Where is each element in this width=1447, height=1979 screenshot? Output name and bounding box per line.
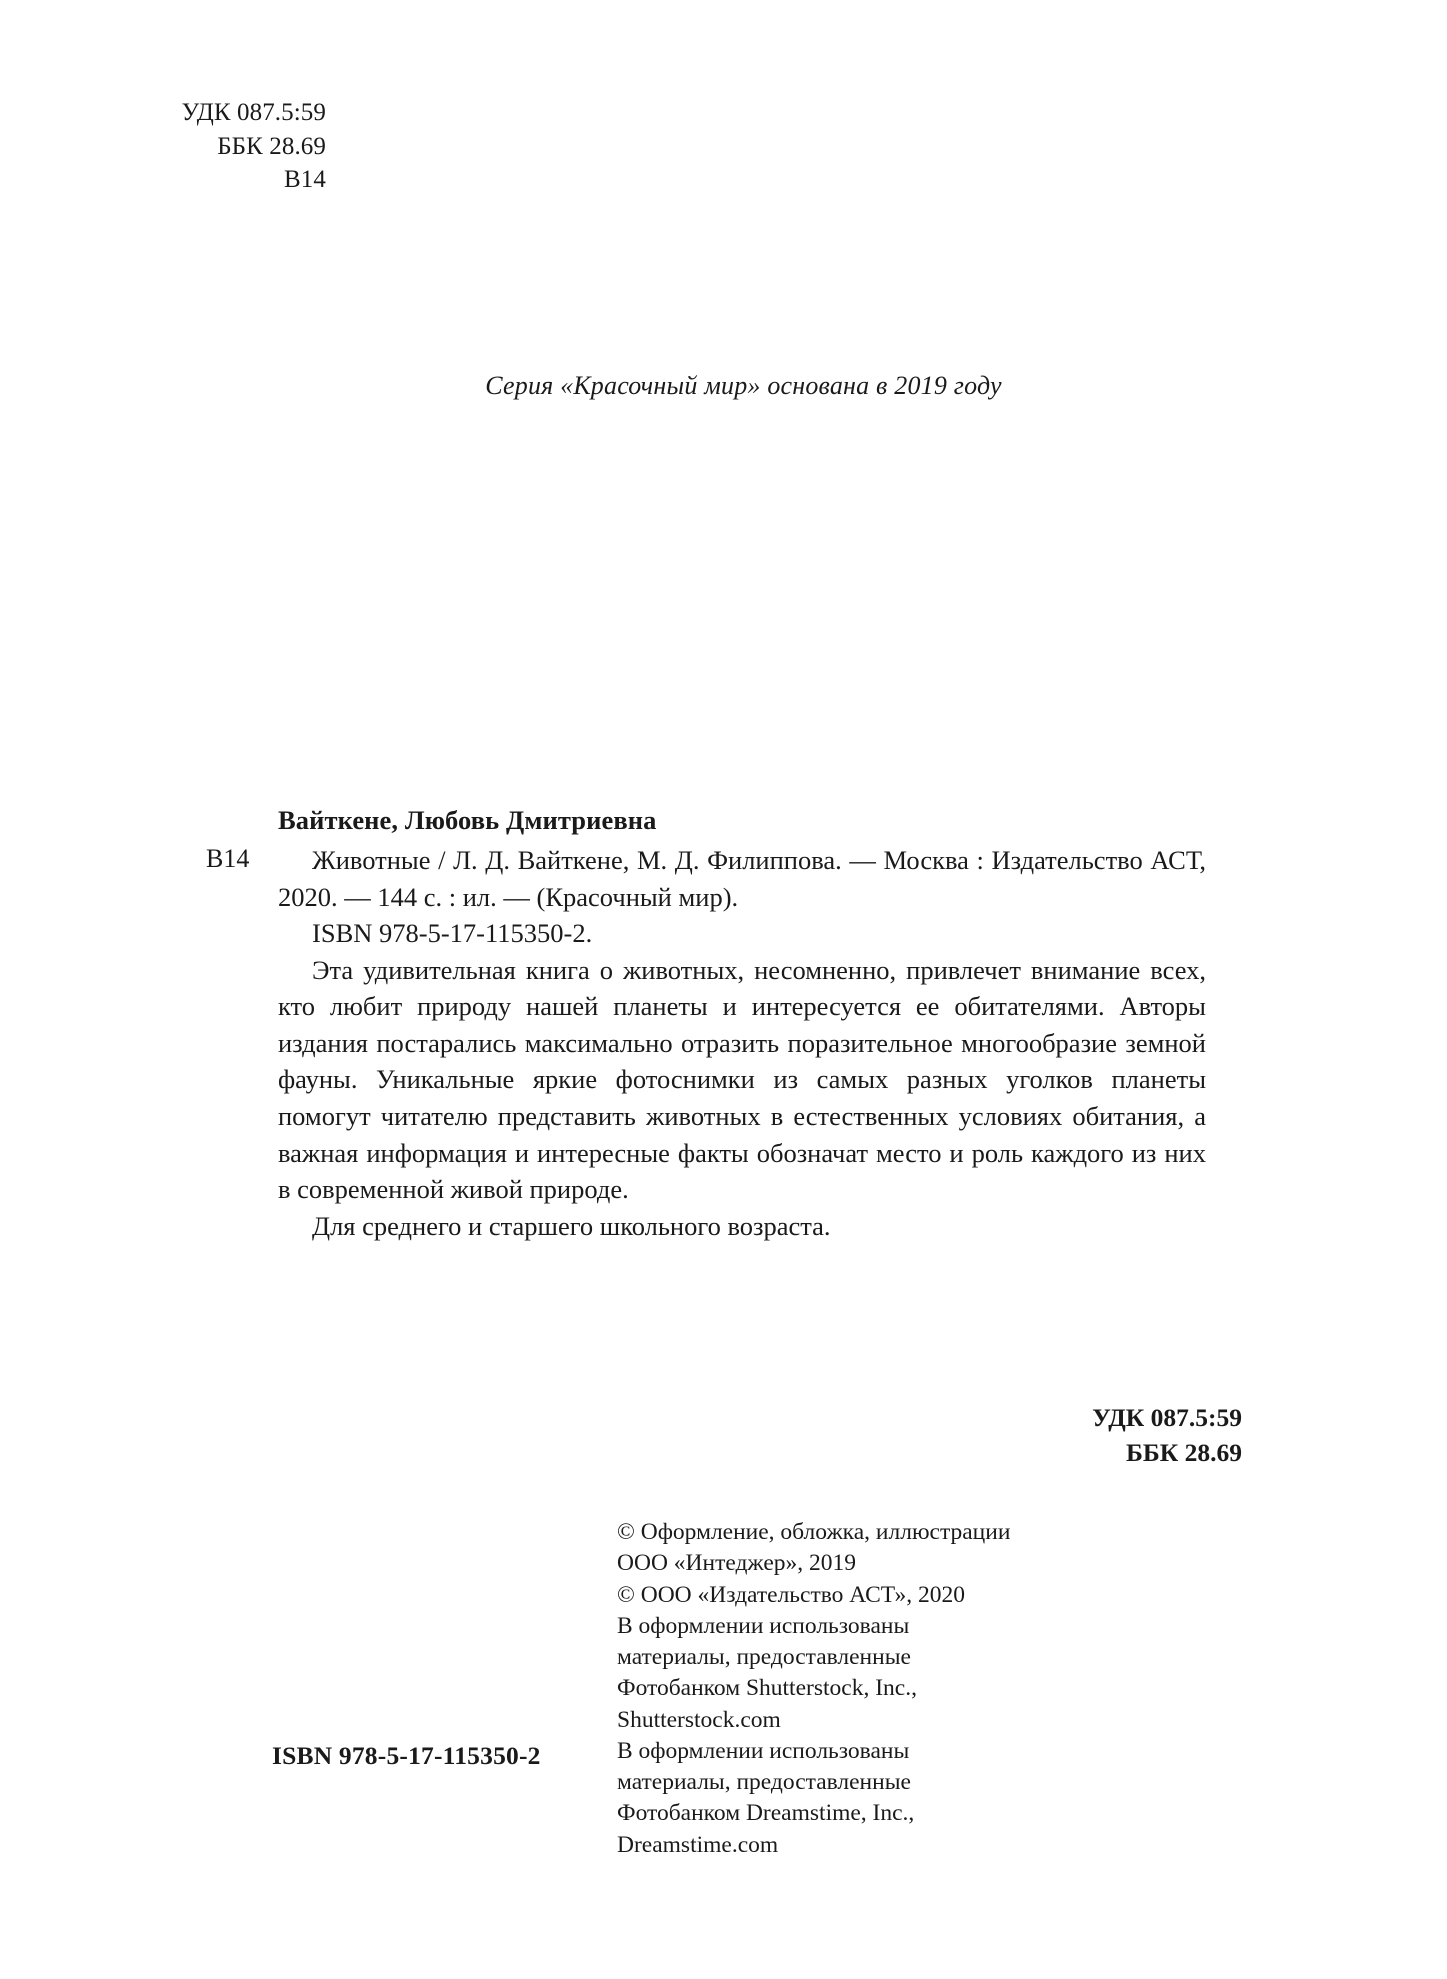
classification-block-top [96,96,326,197]
copyright-line: Фотобанком Dreamstime, Inc., [617,1800,915,1827]
copyright-line: В оформлении использованы [617,1612,910,1639]
copyright-line: материалы, предоставленные [617,1644,911,1670]
bbk-code-top: ББК 28.69 [217,132,326,160]
bbk-code-bottom: ББК 28.69 [1126,1438,1242,1468]
annotation-paragraph: Эта удивительная книга о животных, несомненно, привлечет внимание всех, кто любит природу нашей планеты и интересуется ее обитателями. Авторы издания постарались максимально отразить поразительное многообразие земной фауны. Уникальные яркие фотоснимки из самых разных уголков планеты помогут читателю представить животных в естественных условиях обитания, а важная информация и интересные факты обозначат место и роль каждого из них в современной живой природе. [278,954,1206,1205]
audience-paragraph: Для среднего и старшего школьного возраста. [312,1210,831,1241]
copyright-line: © ООО «Издательство АСТ», 2020 [617,1581,966,1608]
udk-code-top: УДК 087.5:59 [181,99,326,126]
isbn-bottom: ISBN 978-5-17-115350-2 [272,1741,541,1770]
shelf-mark-record: В14 [206,844,250,873]
shelf-mark-top: В14 [284,166,326,193]
copyright-line: Shutterstock.com [617,1706,781,1733]
bibliographic-text [278,842,1206,1244]
copyright-line: В оформлении использованы [617,1737,910,1764]
classification-block-bottom [1092,1400,1242,1470]
bibliographic-body [206,842,1206,1244]
copyright-line: Фотобанком Shutterstock, Inc., [617,1675,917,1702]
copyright-block [617,1517,1177,1861]
copyright-line: материалы, предоставленные [617,1769,911,1795]
bibliographic-record [206,805,1206,1244]
copyright-line: © Оформление, обложка, иллюстрации [617,1519,1011,1545]
copyright-line: Dreamstime.com [617,1831,779,1858]
isbn-statement: ISBN 978-5-17-115350-2. [312,918,593,949]
author-name: Вайткене, Любовь Дмитриевна [278,805,657,835]
copyright-line: ООО «Интеджер», 2019 [617,1550,857,1577]
udk-code-bottom: УДК 087.5:59 [1092,1403,1242,1432]
series-note: Серия «Красочный мир» основана в 2019 году [485,371,1002,400]
title-statement: Животные / Л. Д. Вайткене, М. Д. Филиппова. — Москва : Издательство АСТ, 2020. — 144 с. : ил. — (Красочный мир). [278,845,1206,912]
